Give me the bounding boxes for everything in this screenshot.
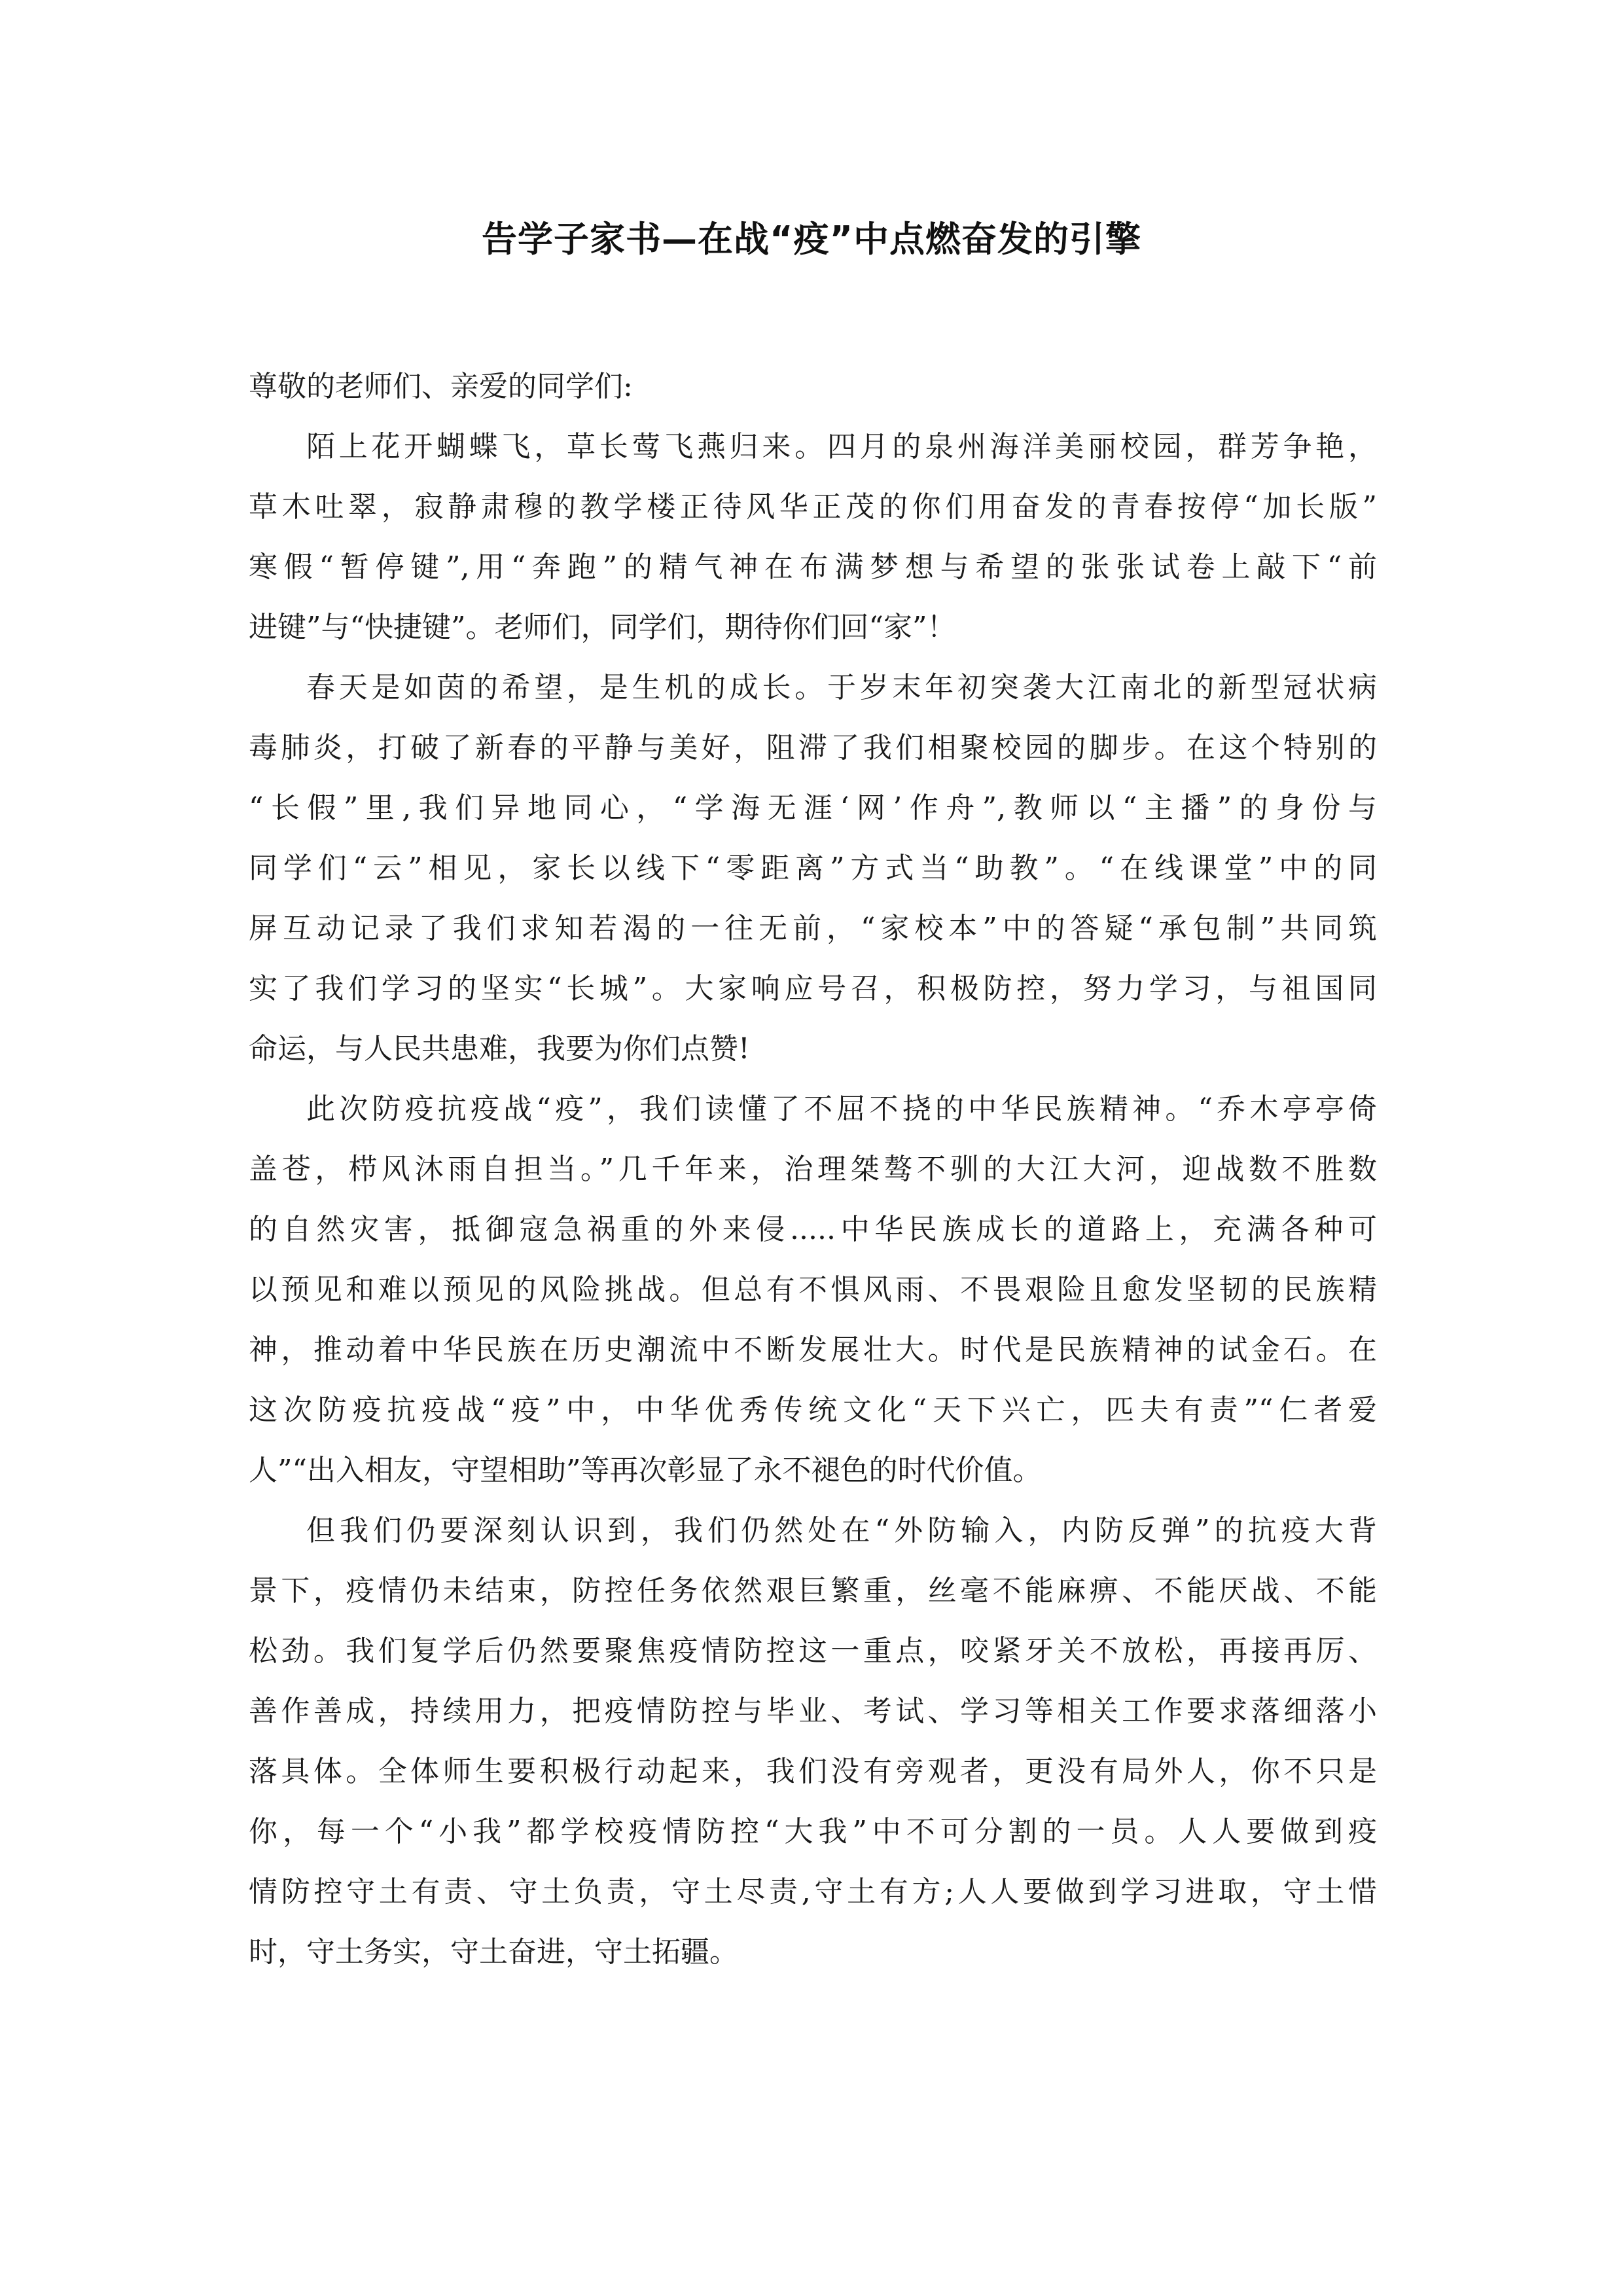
paragraph-line: 神，推动着中华民族在历史潮流中不断发展壮大。时代是民族精神的试金石。在 — [249, 1333, 1377, 1367]
paragraph-line: 松劲。我们复学后仍然要聚焦疫情防控这一重点，咬紧牙关不放松，再接再厉、 — [249, 1634, 1377, 1668]
paragraph-line: 此次防疫抗疫战“疫”，我们读懂了不屈不挠的中华民族精神。“乔木亭亭倚 — [306, 1092, 1377, 1126]
paragraph-line: 善作善成，持续用力，把疫情防控与毕业、考试、学习等相关工作要求落细落小 — [249, 1695, 1377, 1728]
paragraph-line: 时，守土务实，守土奋进，守土拓疆。 — [249, 1935, 738, 1969]
paragraph-line: 但我们仍要深刻认识到，我们仍然处在“外防输入，内防反弹”的抗疫大背 — [306, 1514, 1377, 1547]
paragraph-line: 人”“出入相友，守望相助”等再次彰显了永不褪色的时代价值。 — [249, 1454, 1042, 1487]
paragraph-line: 寒假“暂停键”,用“奔跑”的精气神在布满梦想与希望的张张试卷上敲下“前 — [249, 550, 1377, 584]
paragraph-line: 以预见和难以预见的风险挑战。但总有不惧风雨、不畏艰险且愈发坚韧的民族精 — [249, 1273, 1377, 1306]
paragraph-line: 毒肺炎，打破了新春的平静与美好，阻滞了我们相聚校园的脚步。在这个特别的 — [249, 731, 1377, 764]
paragraph-line: 景下，疫情仍未结束，防控任务依然艰巨繁重，丝毫不能麻痹、不能厌战、不能 — [249, 1574, 1377, 1607]
paragraph-line: 落具体。全体师生要积极行动起来，我们没有旁观者，更没有局外人，你不只是 — [249, 1755, 1377, 1788]
paragraph-line: 盖苍，栉风沐雨自担当。”几千年来，治理桀骜不驯的大江大河，迎战数不胜数 — [249, 1153, 1377, 1186]
paragraph-line: 命运，与人民共患难，我要为你们点赞! — [249, 1032, 750, 1066]
paragraph-line: 你，每一个“小我”都学校疫情防控“大我”中不可分割的一员。人人要做到疫 — [249, 1815, 1377, 1848]
paragraph-line: 春天是如茵的希望，是生机的成长。于岁末年初突袭大江南北的新型冠状病 — [306, 671, 1377, 704]
paragraph-line: 的自然灾害，抵御寇急祸重的外来侵.....中华民族成长的道路上，充满各种可 — [249, 1213, 1377, 1246]
paragraph-line: 陌上花开蝴蝶飞，草长莺飞燕归来。四月的泉州海洋美丽校园，群芳争艳， — [306, 430, 1377, 463]
document-title: 告学子家书—在战“疫”中点燃奋发的引擎 — [482, 219, 1141, 260]
paragraph-line: 草木吐翠，寂静肃穆的教学楼正待风华正茂的你们用奋发的青春按停“加长版” — [249, 490, 1377, 524]
greeting: 尊敬的老师们、亲爱的同学们: — [249, 370, 633, 403]
paragraph-line: 实了我们学习的坚实“长城”。大家响应号召，积极防控，努力学习，与祖国同 — [249, 972, 1377, 1005]
paragraph-line: 同学们“云”相见，家长以线下“零距离”方式当“助教”。“在线课堂”中的同 — [249, 852, 1377, 885]
paragraph-line: “长假”里,我们异地同心，“学海无涯‘网’作舟”,教师以“主播”的身份与 — [249, 791, 1377, 825]
document-body — [249, 357, 1377, 1982]
paragraph-line: 屏互动记录了我们求知若渴的一往无前，“家校本”中的答疑“承包制”共同筑 — [249, 912, 1377, 945]
paragraph-line: 进键”与“快捷键”。老师们，同学们，期待你们回“家”！ — [249, 611, 956, 644]
paragraph-line: 情防控守土有责、守土负责，守土尽责,守土有方;人人要做到学习进取，守土惜 — [249, 1875, 1377, 1909]
paragraph-line: 这次防疫抗疫战“疫”中，中华优秀传统文化“天下兴亡，匹夫有责”“仁者爱 — [249, 1393, 1377, 1427]
